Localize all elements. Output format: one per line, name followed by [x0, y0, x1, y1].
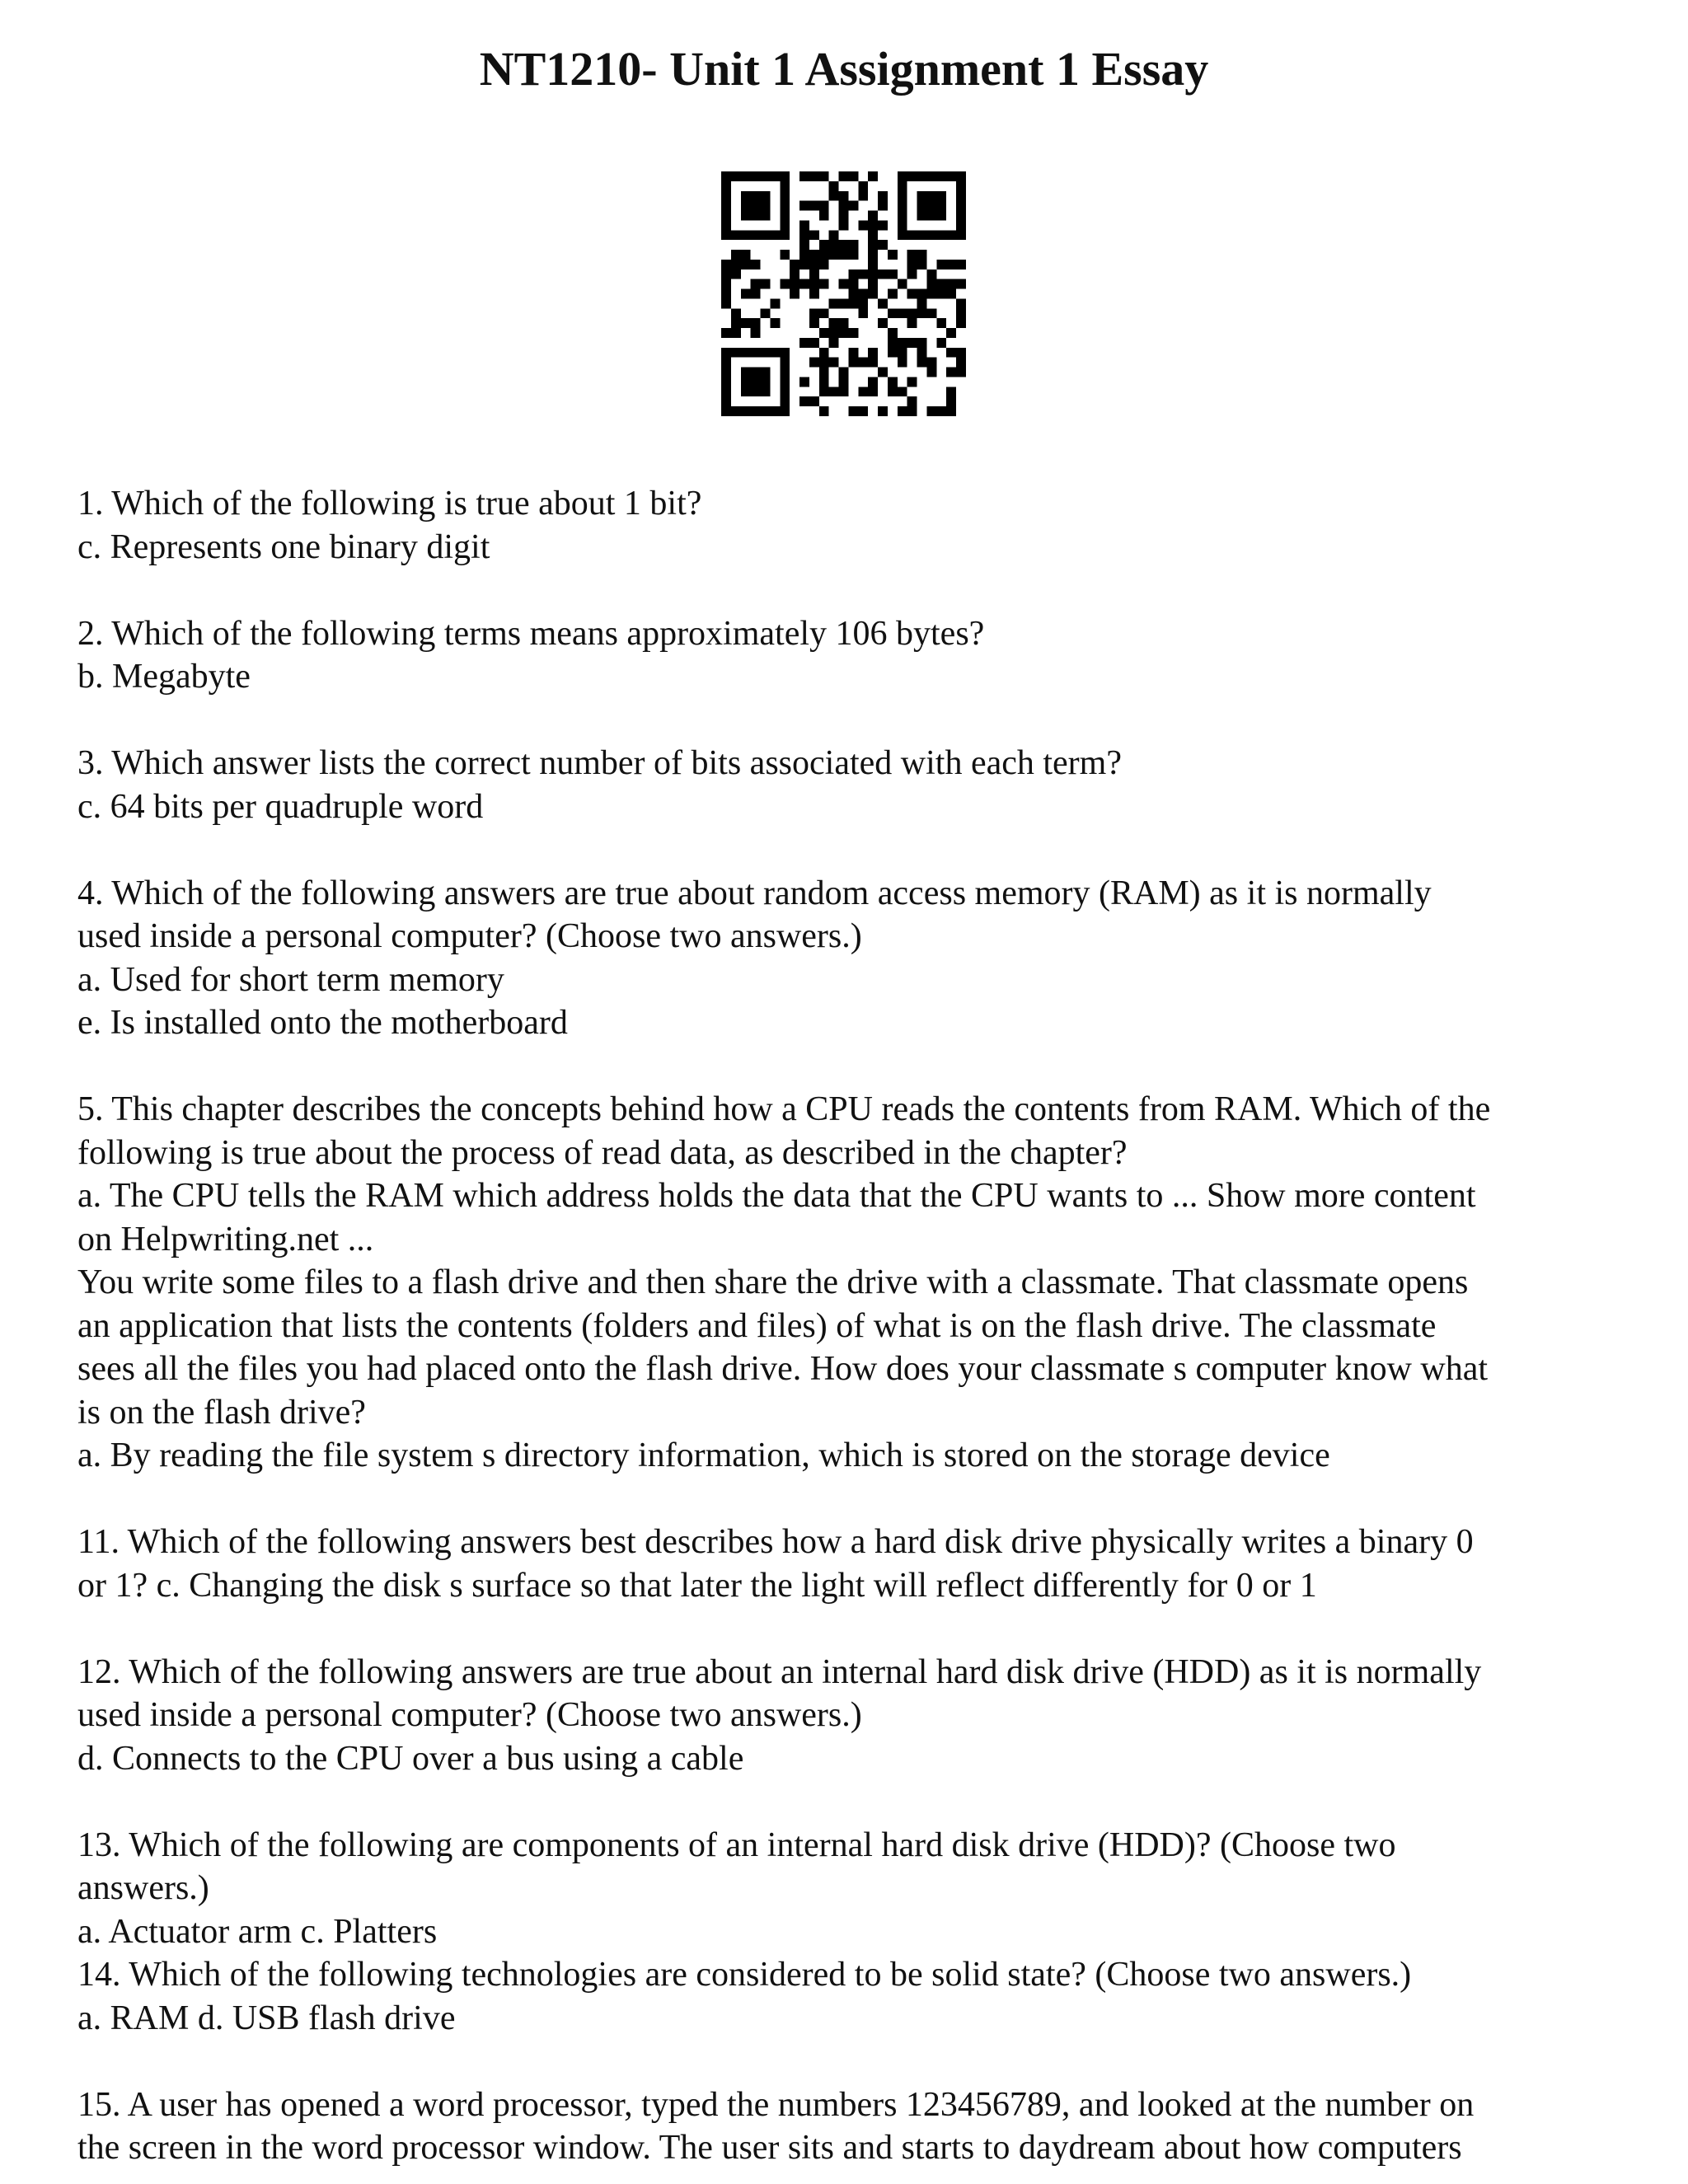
- text-line: b. Megabyte: [77, 658, 251, 696]
- document-title: NT1210- Unit 1 Assignment 1 Essay: [479, 42, 1209, 96]
- text-line: 5. This chapter describes the concepts behind how a CPU reads the contents from RAM. Which of the: [77, 1090, 1491, 1128]
- text-line: or 1? c. Changing the disk s surface so that later the light will reflect differently for 0 or 1: [77, 1566, 1317, 1605]
- text-line: 15. A user has opened a word processor, typed the numbers 123456789, and looked at the number on: [77, 2085, 1475, 2124]
- text-line: e. Is installed onto the motherboard: [77, 1004, 568, 1042]
- text-line: used inside a personal computer? (Choose two answers.): [77, 917, 862, 955]
- paragraph-gap: [77, 1478, 1643, 1521]
- text-line: a. By reading the file system s directory information, which is stored on the storage device: [77, 1436, 1330, 1474]
- text-line: 1. Which of the following is true about 1 bit?: [77, 485, 702, 523]
- qr-code-icon: [721, 171, 966, 416]
- text-line: a. Actuator arm c. Platters: [77, 1912, 438, 1951]
- text-line: 11. Which of the following answers best describes how a hard disk drive physically writes a binary 0: [77, 1523, 1474, 1561]
- text-line: used inside a personal computer? (Choose two answers.): [77, 1696, 862, 1734]
- text-line: 14. Which of the following technologies are considered to be solid state? (Choose two answers.): [77, 1956, 1412, 1994]
- text-line: c. 64 bits per quadruple word: [77, 787, 484, 826]
- paragraph-gap: [77, 828, 1643, 872]
- paragraph-gap: [77, 1780, 1643, 1824]
- text-line: c. Represents one binary digit: [77, 527, 490, 566]
- text-line: 4. Which of the following answers are true about random access memory (RAM) as it is normally: [77, 874, 1432, 912]
- text-line: is on the flash drive?: [77, 1393, 366, 1432]
- text-line: d. Connects to the CPU over a bus using a cable: [77, 1739, 744, 1778]
- text-line: 2. Which of the following terms means approximately 106 bytes?: [77, 614, 985, 653]
- text-line: a. Used for short term memory: [77, 960, 504, 999]
- text-line: 12. Which of the following answers are true about an internal hard disk drive (HDD) as it is normally: [77, 1652, 1482, 1691]
- paragraph-gap: [77, 2040, 1643, 2083]
- text-line: answers.): [77, 1869, 209, 1907]
- paragraph-gap: [77, 1607, 1643, 1651]
- text-line: the screen in the word processor window. The user sits and starts to daydream about how computers: [77, 2129, 1462, 2167]
- text-line: sees all the files you had placed onto the flash drive. How does your classmate s computer know what: [77, 1350, 1489, 1388]
- paragraph-gap: [77, 569, 1643, 612]
- text-line: on Helpwriting.net ...: [77, 1220, 374, 1258]
- text-line: following is true about the process of read data, as described in the chapter?: [77, 1133, 1128, 1172]
- text-line: a. The CPU tells the RAM which address holds the data that the CPU wants to ... Show more content: [77, 1177, 1476, 1215]
- document-body: [77, 482, 1643, 2170]
- text-line: You write some files to a flash drive and then share the drive with a classmate. That classmate opens: [77, 1263, 1469, 1301]
- text-line: an application that lists the contents (folders and files) of what is on the flash drive. The classmate: [77, 1306, 1437, 1345]
- paragraph-gap: [77, 699, 1643, 743]
- text-line: 13. Which of the following are components of an internal hard disk drive (HDD)? (Choose two: [77, 1825, 1396, 1864]
- paragraph-gap: [77, 1045, 1643, 1089]
- text-line: 3. Which answer lists the correct number of bits associated with each term?: [77, 744, 1122, 782]
- text-line: a. RAM d. USB flash drive: [77, 1999, 456, 2037]
